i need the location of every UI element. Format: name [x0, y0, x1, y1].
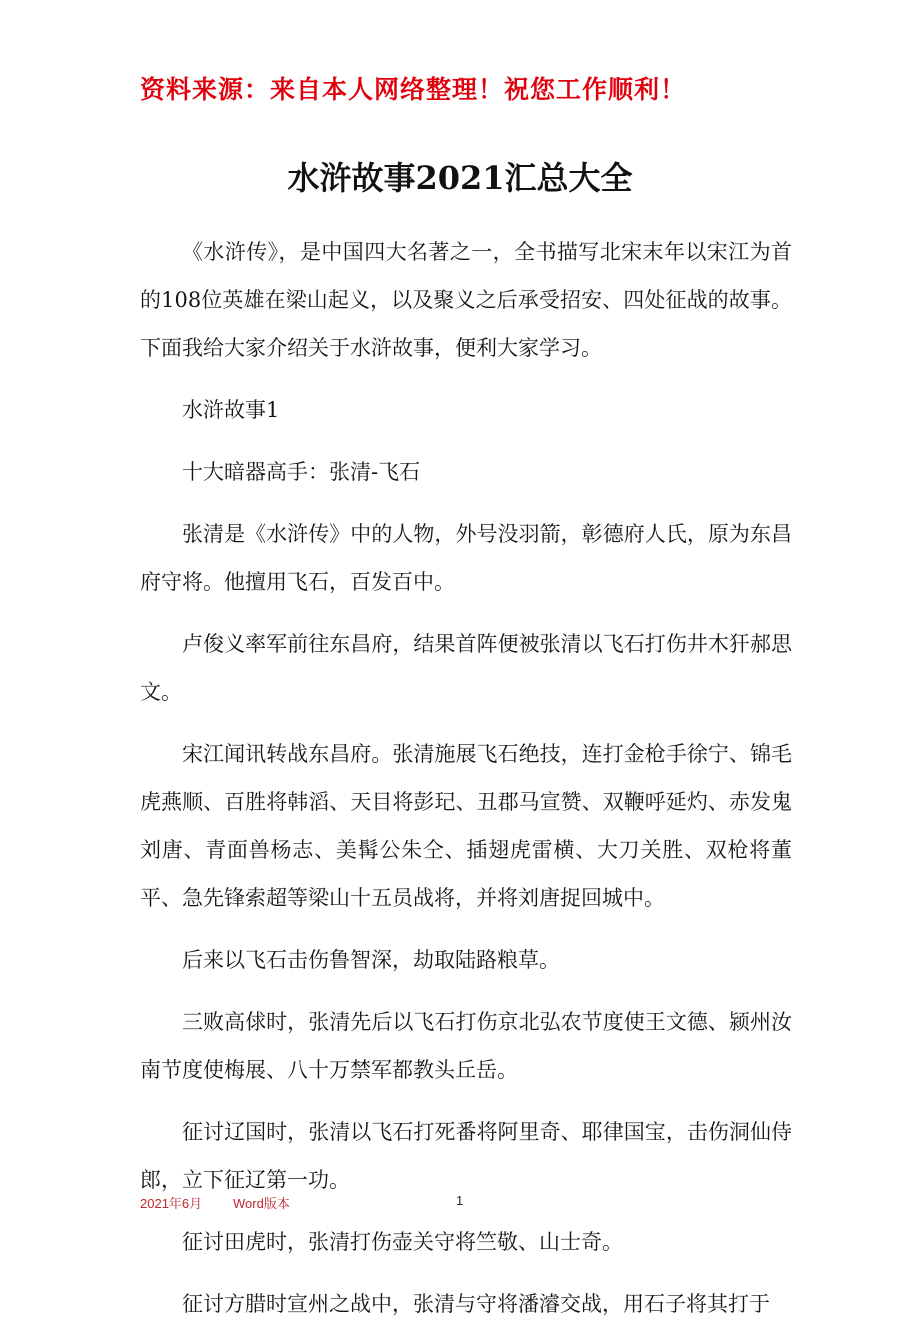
page-number: 1 — [456, 1193, 464, 1208]
document-title: 水浒故事2021汇总大全 — [287, 159, 633, 197]
footer-date: 2021年6月 — [140, 1196, 203, 1211]
paragraph: 卢俊义率军前往东昌府，结果首阵便被张清以飞石打伤井木犴郝思文。 — [140, 632, 792, 704]
page-footer — [140, 1193, 792, 1213]
paragraph: 征讨辽国时，张清以飞石打死番将阿里奇、耶律国宝，击伤洞仙侍郎，立下征辽第一功。 — [140, 1120, 792, 1192]
footer-version: Word版本 — [233, 1196, 290, 1211]
document-body — [140, 228, 792, 1342]
subsection-heading: 十大暗器高手：张清-飞石 — [182, 460, 421, 484]
paragraph: 宋江闻讯转战东昌府。张清施展飞石绝技，连打金枪手徐宁、锦毛虎燕顺、百胜将韩滔、天目将彭玘、丑郡马宣赞、双鞭呼延灼、赤发鬼刘唐、青面兽杨志、美髯公朱仝、插翅虎雷横、大刀关胜、双枪将董平、急先锋索超等梁山十五员战将，并将刘唐捉回城中。 — [140, 742, 792, 910]
paragraph: 征讨田虎时，张清打伤壶关守将竺敬、山士奇。 — [182, 1230, 623, 1254]
section-heading: 水浒故事1 — [182, 398, 280, 422]
paragraph: 三败高俅时，张清先后以飞石打伤京北弘农节度使王文德、颍州汝南节度使梅展、八十万禁军都教头丘岳。 — [140, 1010, 792, 1082]
paragraph-intro: 《水浒传》，是中国四大名著之一，全书描写北宋末年以宋江为首的108位英雄在梁山起义，以及聚义之后承受招安、四处征战的故事。下面我给大家介绍关于水浒故事，便利大家学习。 — [140, 240, 792, 360]
paragraph: 征讨方腊时宣州之战中，张清与守将潘濬交战，用石子将其打于 — [182, 1292, 770, 1316]
paragraph: 后来以飞石击伤鲁智深，劫取陆路粮草。 — [182, 948, 560, 972]
source-notice: 资料来源：来自本人网络整理！祝您工作顺利！ — [140, 75, 687, 104]
paragraph: 张清是《水浒传》中的人物，外号没羽箭，彰德府人氏，原为东昌府守将。他擅用飞石，百发百中。 — [140, 522, 792, 594]
